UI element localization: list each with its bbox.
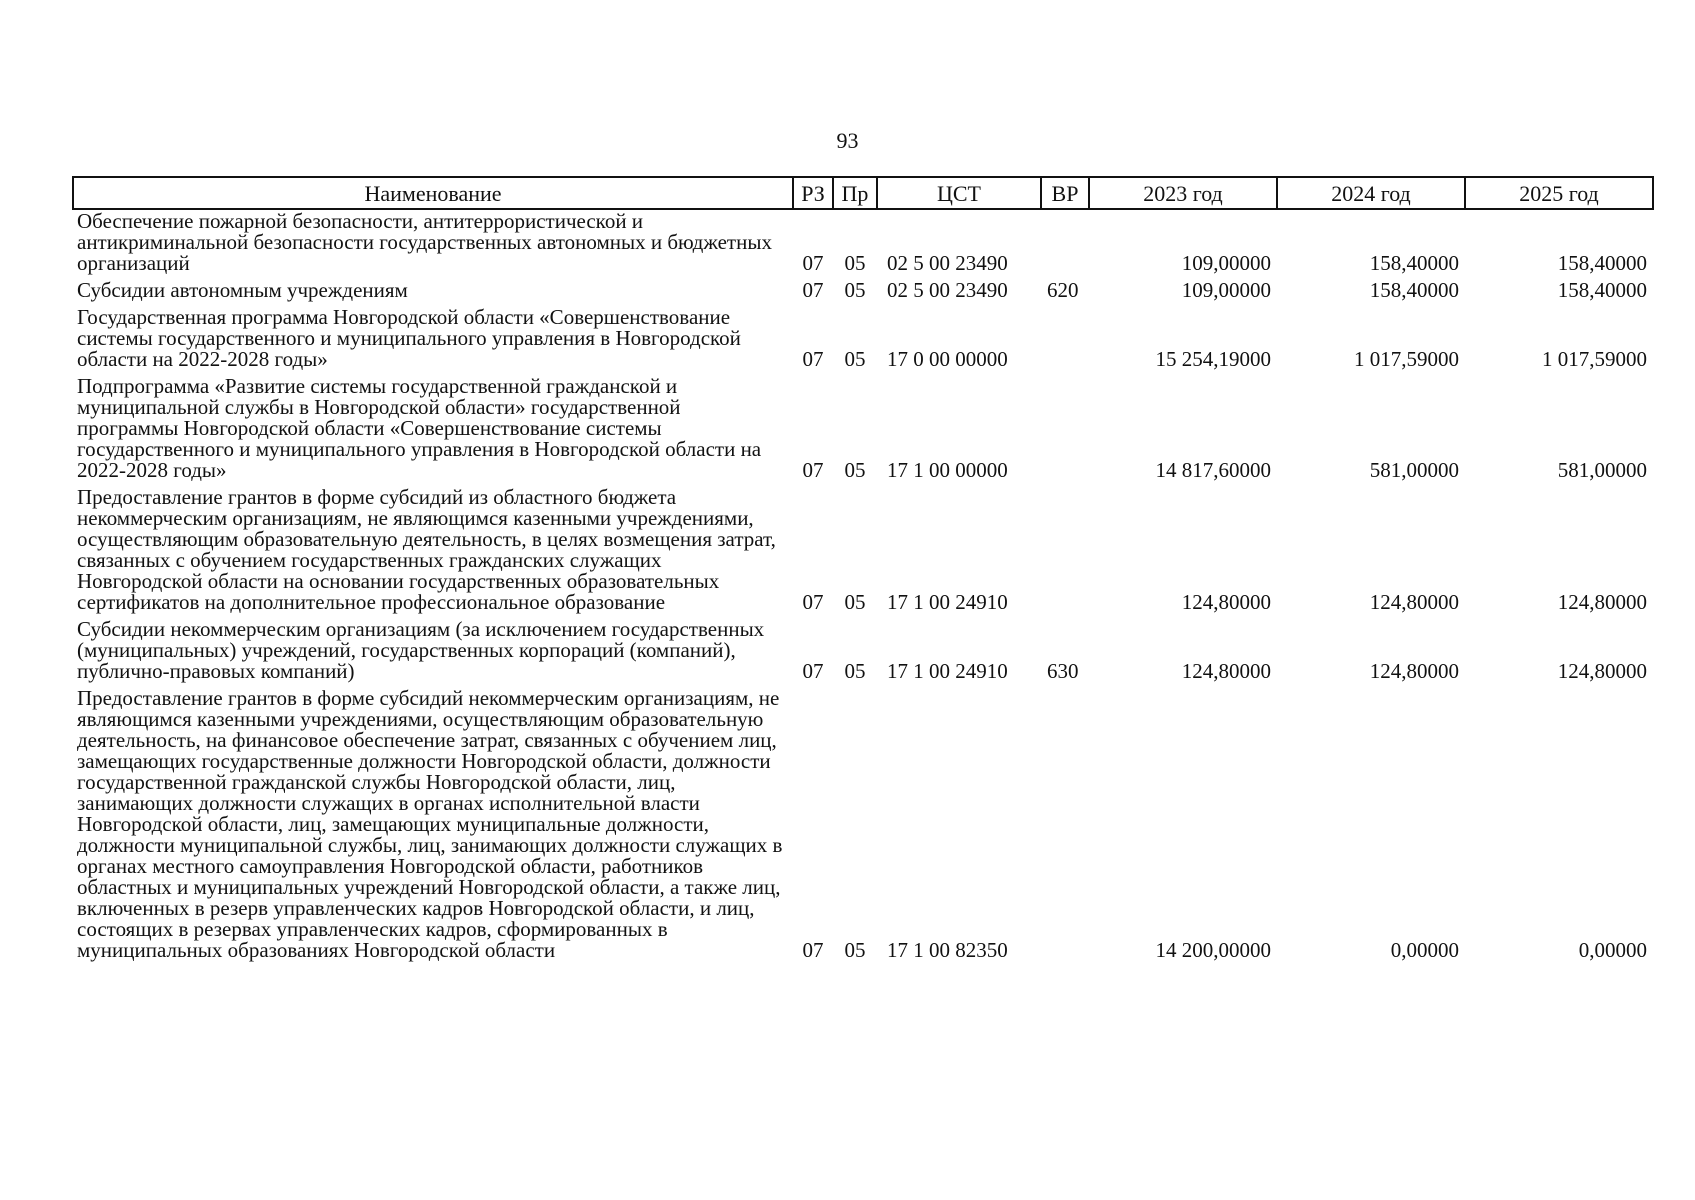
cell-vr [1041,209,1089,279]
cell-2024: 1 017,59000 [1354,347,1459,371]
cell-name: Обеспечение пожарной безопасности, антитеррористической и антикриминальной безопасности государственных автономных и бюджетных организаций [77,209,772,275]
table-body [73,209,1653,966]
cell-name: Предоставление грантов в форме субсидий из областного бюджета некоммерческим организациям, не являющимся казенными учреждениями, осуществляющим образовательную деятельность, в целях возмещения затрат, связанных с обучением государственных гражданских служащих Новгородской области на основании государственных образовательных сертификатов на дополнительное профессиональное образование [77,485,776,614]
header-row [73,177,1653,209]
header-rz: РЗ [793,177,833,209]
table-row [73,687,1653,966]
cell-pr: 05 [844,278,866,302]
cell-rz: 07 [802,278,824,302]
cell-name: Государственная программа Новгородской области «Совершенствование системы государственного и муниципального управления в Новгородской области на 2022-2028 годы» [77,305,741,371]
header-2024: 2024 год [1277,177,1465,209]
cell-rz: 07 [802,251,824,275]
cell-vr: 620 [1047,278,1079,302]
cell-pr: 05 [844,590,866,614]
cell-2023: 14 200,00000 [1155,938,1271,962]
cell-name: Подпрограмма «Развитие системы государственной гражданской и муниципальной службы в Новгородской области» государственной программы Новгородской области «Совершенствование системы государственного и муниципального управления в Новгородской области на 2022-2028 годы» [77,374,762,482]
table-row [73,375,1653,486]
header-pr: Пр [833,177,877,209]
cell-cst: 17 1 00 00000 [887,458,1008,482]
cell-rz: 07 [802,347,824,371]
cell-rz: 07 [802,590,824,614]
cell-2024: 0,00000 [1390,938,1459,962]
cell-cst: 02 5 00 23490 [887,278,1008,302]
cell-name: Субсидии некоммерческим организациям (за исключением государственных (муниципальных) учреждений, государственных корпораций (компаний), публично-правовых компаний) [77,617,765,683]
cell-vr [1041,486,1089,618]
table-row [73,209,1653,279]
cell-2025: 158,40000 [1557,251,1647,275]
table-header [73,177,1653,209]
cell-vr [1041,687,1089,966]
cell-pr: 05 [844,938,866,962]
cell-rz: 07 [802,458,824,482]
cell-2025: 1 017,59000 [1542,347,1647,371]
cell-2024: 124,80000 [1369,590,1459,614]
cell-cst: 17 1 00 24910 [887,590,1008,614]
cell-2024: 124,80000 [1369,659,1459,683]
cell-2025: 124,80000 [1557,590,1647,614]
cell-cst: 17 0 00 00000 [887,347,1008,371]
cell-2025: 124,80000 [1557,659,1647,683]
cell-2023: 109,00000 [1181,278,1271,302]
table-row [73,486,1653,618]
cell-rz: 07 [802,659,824,683]
cell-cst: 17 1 00 24910 [887,659,1008,683]
cell-2023: 14 817,60000 [1155,458,1271,482]
header-cst: ЦСТ [877,177,1041,209]
cell-2024: 158,40000 [1369,251,1459,275]
cell-2023: 124,80000 [1181,590,1271,614]
cell-2023: 15 254,19000 [1155,347,1271,371]
cell-2024: 581,00000 [1369,458,1459,482]
cell-pr: 05 [844,659,866,683]
cell-cst: 17 1 00 82350 [887,938,1008,962]
cell-name: Субсидии автономным учреждениям [77,278,408,302]
page-number: 93 [836,128,859,153]
cell-2025: 0,00000 [1578,938,1647,962]
header-2023: 2023 год [1089,177,1277,209]
table-row [73,618,1653,687]
cell-2025: 158,40000 [1557,278,1647,302]
cell-2025: 581,00000 [1557,458,1647,482]
cell-2024: 158,40000 [1369,278,1459,302]
header-vr: ВР [1041,177,1089,209]
cell-vr [1041,375,1089,486]
cell-vr: 630 [1047,659,1079,683]
cell-2023: 124,80000 [1181,659,1271,683]
cell-pr: 05 [844,251,866,275]
cell-rz: 07 [802,938,824,962]
header-name: Наименование [73,177,793,209]
table-row [73,306,1653,375]
cell-name: Предоставление грантов в форме субсидий некоммерческим организациям, не являющимся казенными учреждениями, осуществляющим образовательную деятельность, на финансовое обеспечение затрат, связанных с обучением лиц, замещающих государственные должности Новгородской области, должности государственной гражданской службы Новгородской области, лиц, занимающих должности служащих в органах исполнительной власти Новгородской области, лиц, замещающих муниципальные должности, должности муниципальной службы, лиц, занимающих должности служащих в органах местного самоуправления Новгородской области, работников областных и муниципальных учреждений Новгородской области, а также лиц, включенных в резерв управленческих кадров Новгородской области, и лиц, состоящих в резервах управленческих кадров, сформированных в муниципальных образованиях Новгородской области [77,686,783,962]
cell-cst: 02 5 00 23490 [887,251,1008,275]
table-row [73,279,1653,306]
cell-pr: 05 [844,347,866,371]
cell-vr [1041,306,1089,375]
cell-pr: 05 [844,458,866,482]
budget-table [72,176,1654,966]
header-2025: 2025 год [1465,177,1653,209]
cell-2023: 109,00000 [1181,251,1271,275]
